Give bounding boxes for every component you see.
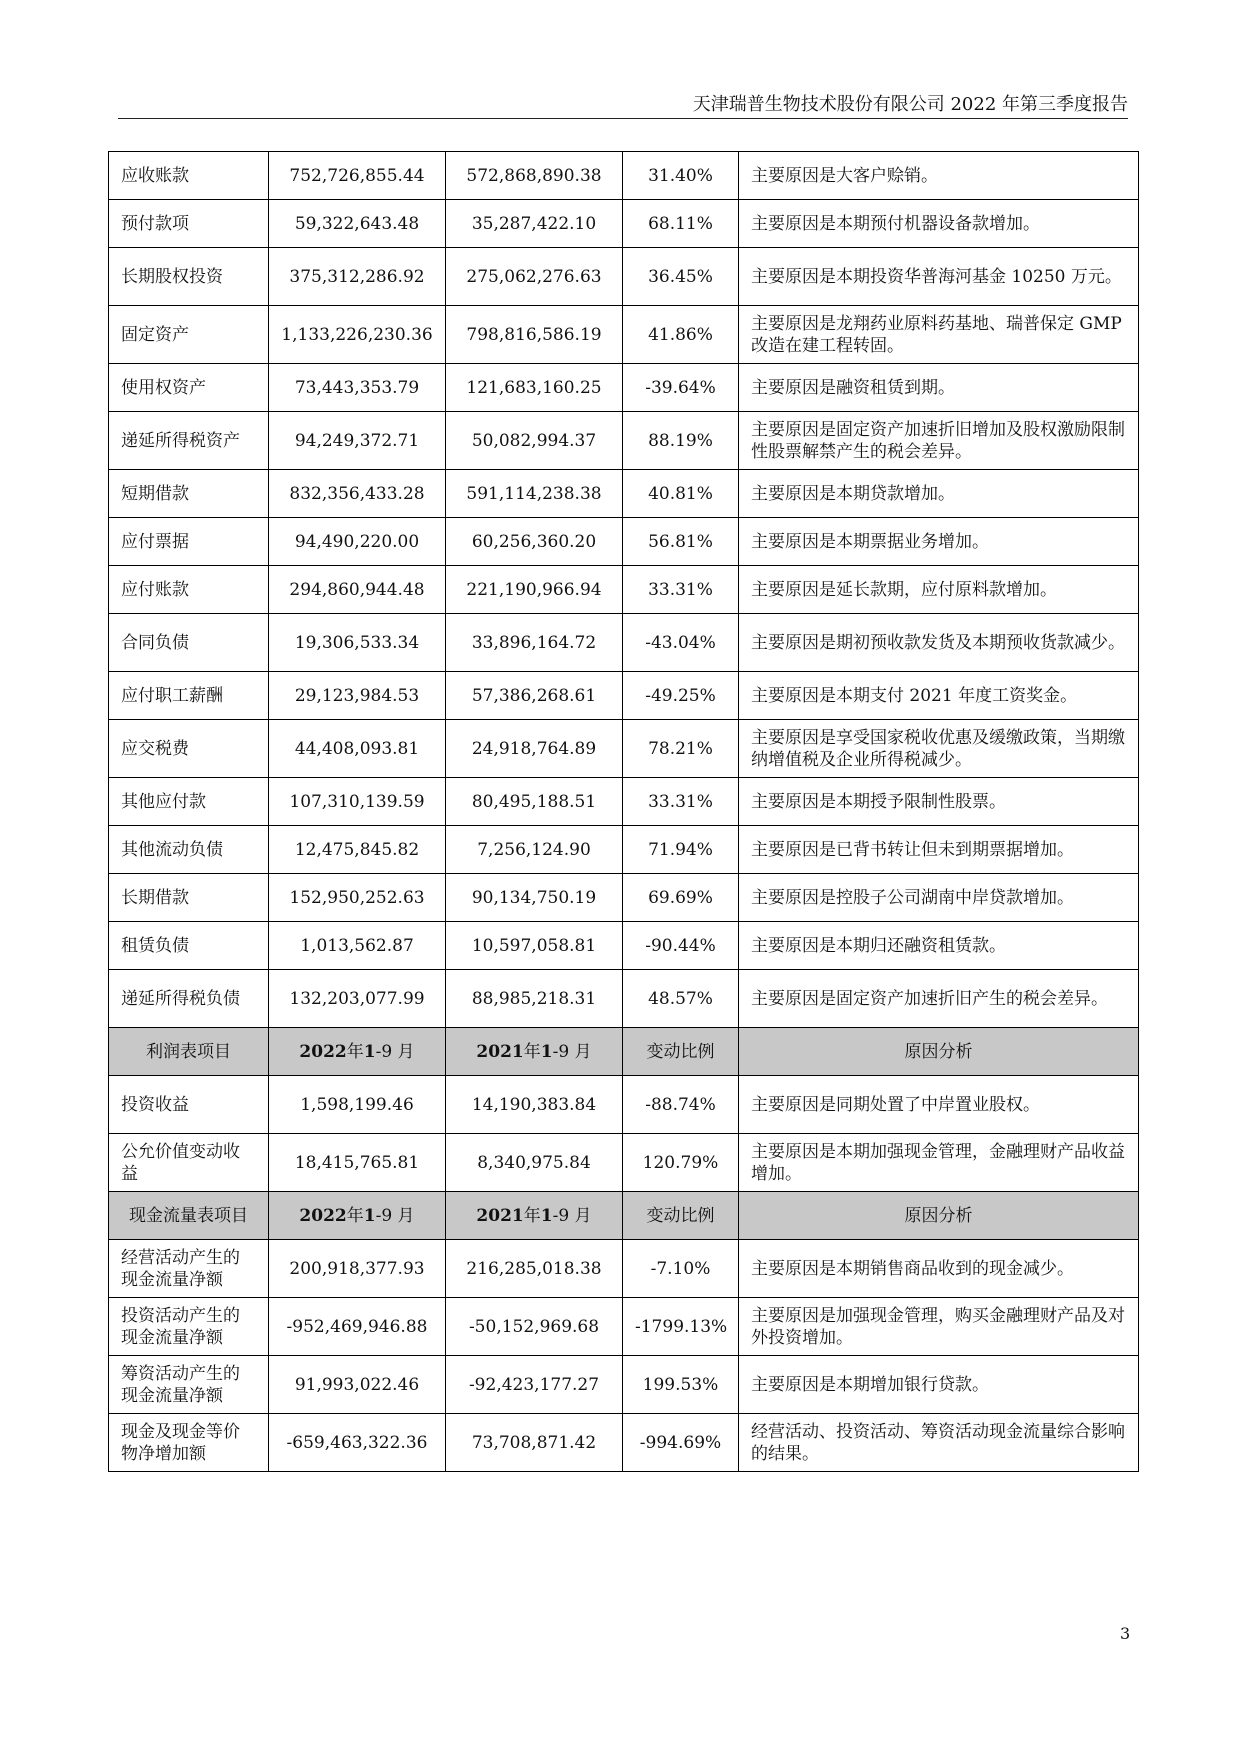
change-ratio: -994.69% — [623, 1414, 739, 1472]
reason-header: 原因分析 — [739, 1192, 1139, 1240]
prior-value: 7,256,124.90 — [446, 826, 623, 874]
current-value: 375,312,286.92 — [269, 248, 446, 306]
reason-note: 主要原因是本期预付机器设备款增加。 — [739, 200, 1139, 248]
reason-note: 主要原因是加强现金管理，购买金融理财产品及对外投资增加。 — [739, 1298, 1139, 1356]
prior-value: 80,495,188.51 — [446, 778, 623, 826]
reason-note: 主要原因是延长款期，应付原料款增加。 — [739, 566, 1139, 614]
table-row — [109, 922, 1139, 970]
prior-value: 33,896,164.72 — [446, 614, 623, 672]
prior-value: 57,386,268.61 — [446, 672, 623, 720]
table-row — [109, 518, 1139, 566]
prior-period-header-mid: 年 — [523, 1041, 541, 1062]
change-ratio: 68.11% — [623, 200, 739, 248]
item-name: 投资收益 — [109, 1076, 269, 1134]
section-header-row — [109, 1192, 1139, 1240]
prior-value: 50,082,994.37 — [446, 412, 623, 470]
table-row — [109, 874, 1139, 922]
change-ratio: 78.21% — [623, 720, 739, 778]
table-row — [109, 720, 1139, 778]
change-ratio: 120.79% — [623, 1134, 739, 1192]
table-row — [109, 306, 1139, 364]
item-name: 租赁负债 — [109, 922, 269, 970]
change-ratio: -1799.13% — [623, 1298, 739, 1356]
table-row — [109, 1414, 1139, 1472]
prior-period-header-month: 1 — [540, 1041, 553, 1062]
item-name: 现金及现金等价物净增加额 — [109, 1414, 269, 1472]
change-ratio: -7.10% — [623, 1240, 739, 1298]
current-value: 832,356,433.28 — [269, 470, 446, 518]
prior-value: 572,868,890.38 — [446, 152, 623, 200]
current-value: 18,415,765.81 — [269, 1134, 446, 1192]
change-header: 变动比例 — [623, 1192, 739, 1240]
table-row — [109, 672, 1139, 720]
table-row — [109, 970, 1139, 1028]
current-period-header-month: 1 — [363, 1041, 376, 1062]
current-value: 91,993,022.46 — [269, 1356, 446, 1414]
prior-value: 60,256,360.20 — [446, 518, 623, 566]
item-name: 其他应付款 — [109, 778, 269, 826]
reason-note: 主要原因是本期增加银行贷款。 — [739, 1356, 1139, 1414]
prior-value: 216,285,018.38 — [446, 1240, 623, 1298]
prior-value: 10,597,058.81 — [446, 922, 623, 970]
table-row — [109, 152, 1139, 200]
item-name: 公允价值变动收益 — [109, 1134, 269, 1192]
table-row — [109, 1134, 1139, 1192]
page-number: 3 — [1120, 1624, 1131, 1643]
item-name: 应交税费 — [109, 720, 269, 778]
change-ratio: 33.31% — [623, 778, 739, 826]
current-value: 94,249,372.71 — [269, 412, 446, 470]
table-row — [109, 778, 1139, 826]
reason-note: 主要原因是本期支付 2021 年度工资奖金。 — [739, 672, 1139, 720]
table-row — [109, 826, 1139, 874]
prior-period-header-tail: -9 月 — [552, 1205, 592, 1226]
reason-note: 主要原因是龙翔药业原料药基地、瑞普保定 GMP 改造在建工程转固。 — [739, 306, 1139, 364]
change-header: 变动比例 — [623, 1028, 739, 1076]
reason-note: 主要原因是本期票据业务增加。 — [739, 518, 1139, 566]
change-ratio: -49.25% — [623, 672, 739, 720]
change-ratio: -90.44% — [623, 922, 739, 970]
change-ratio: 36.45% — [623, 248, 739, 306]
balance-change-table — [108, 151, 1139, 1472]
current-value: 1,598,199.46 — [269, 1076, 446, 1134]
current-period-header-tail: -9 月 — [375, 1041, 415, 1062]
current-period-header-mid: 年 — [346, 1205, 364, 1226]
reason-note: 主要原因是固定资产加速折旧产生的税会差异。 — [739, 970, 1139, 1028]
item-name: 应付票据 — [109, 518, 269, 566]
prior-period-header-year: 2021 — [476, 1205, 524, 1226]
item-name: 应收账款 — [109, 152, 269, 200]
current-value: -952,469,946.88 — [269, 1298, 446, 1356]
current-value: 132,203,077.99 — [269, 970, 446, 1028]
reason-note: 经营活动、投资活动、筹资活动现金流量综合影响的结果。 — [739, 1414, 1139, 1472]
prior-value: 90,134,750.19 — [446, 874, 623, 922]
prior-period-header — [446, 1028, 623, 1076]
change-ratio: 31.40% — [623, 152, 739, 200]
table-row — [109, 1076, 1139, 1134]
reason-note: 主要原因是融资租赁到期。 — [739, 364, 1139, 412]
current-value: 44,408,093.81 — [269, 720, 446, 778]
prior-value: 121,683,160.25 — [446, 364, 623, 412]
current-period-header-tail: -9 月 — [375, 1205, 415, 1226]
prior-period-header-tail: -9 月 — [552, 1041, 592, 1062]
prior-value: 24,918,764.89 — [446, 720, 623, 778]
table-row — [109, 1356, 1139, 1414]
table-row — [109, 364, 1139, 412]
prior-value: 35,287,422.10 — [446, 200, 623, 248]
item-name: 使用权资产 — [109, 364, 269, 412]
table-row — [109, 566, 1139, 614]
current-value: 1,013,562.87 — [269, 922, 446, 970]
reason-note: 主要原因是本期投资华普海河基金 10250 万元。 — [739, 248, 1139, 306]
section-header-row — [109, 1028, 1139, 1076]
page-header — [118, 88, 1128, 119]
item-name: 递延所得税资产 — [109, 412, 269, 470]
reason-header: 原因分析 — [739, 1028, 1139, 1076]
prior-value: 73,708,871.42 — [446, 1414, 623, 1472]
prior-value: -50,152,969.68 — [446, 1298, 623, 1356]
current-value: 19,306,533.34 — [269, 614, 446, 672]
current-period-header-month: 1 — [363, 1205, 376, 1226]
change-ratio: 33.31% — [623, 566, 739, 614]
prior-value: 88,985,218.31 — [446, 970, 623, 1028]
item-name: 筹资活动产生的现金流量净额 — [109, 1356, 269, 1414]
table-row — [109, 470, 1139, 518]
prior-value: 275,062,276.63 — [446, 248, 623, 306]
reason-note: 主要原因是本期贷款增加。 — [739, 470, 1139, 518]
prior-value: 798,816,586.19 — [446, 306, 623, 364]
section-title: 利润表项目 — [109, 1028, 269, 1076]
reason-note: 主要原因是享受国家税收优惠及缓缴政策，当期缴纳增值税及企业所得税减少。 — [739, 720, 1139, 778]
change-ratio: 88.19% — [623, 412, 739, 470]
reason-note: 主要原因是大客户赊销。 — [739, 152, 1139, 200]
change-ratio: 40.81% — [623, 470, 739, 518]
change-ratio: -88.74% — [623, 1076, 739, 1134]
reason-note: 主要原因是期初预收款发货及本期预收货款减少。 — [739, 614, 1139, 672]
table-row — [109, 1240, 1139, 1298]
current-period-header-year: 2022 — [299, 1041, 347, 1062]
prior-value: 8,340,975.84 — [446, 1134, 623, 1192]
prior-value: 591,114,238.38 — [446, 470, 623, 518]
reason-note: 主要原因是控股子公司湖南中岸贷款增加。 — [739, 874, 1139, 922]
table-row — [109, 1298, 1139, 1356]
current-value: 107,310,139.59 — [269, 778, 446, 826]
table-row — [109, 614, 1139, 672]
prior-value: 14,190,383.84 — [446, 1076, 623, 1134]
item-name: 合同负债 — [109, 614, 269, 672]
item-name: 应付账款 — [109, 566, 269, 614]
reason-note: 主要原因是已背书转让但未到期票据增加。 — [739, 826, 1139, 874]
item-name: 其他流动负债 — [109, 826, 269, 874]
current-value: 29,123,984.53 — [269, 672, 446, 720]
reason-note: 主要原因是同期处置了中岸置业股权。 — [739, 1076, 1139, 1134]
item-name: 固定资产 — [109, 306, 269, 364]
item-name: 经营活动产生的现金流量净额 — [109, 1240, 269, 1298]
change-ratio: 71.94% — [623, 826, 739, 874]
change-ratio: -39.64% — [623, 364, 739, 412]
change-ratio: 48.57% — [623, 970, 739, 1028]
prior-value: 221,190,966.94 — [446, 566, 623, 614]
change-ratio: 69.69% — [623, 874, 739, 922]
current-value: 294,860,944.48 — [269, 566, 446, 614]
current-value: 752,726,855.44 — [269, 152, 446, 200]
item-name: 短期借款 — [109, 470, 269, 518]
item-name: 应付职工薪酬 — [109, 672, 269, 720]
change-ratio: 41.86% — [623, 306, 739, 364]
current-period-header — [269, 1028, 446, 1076]
reason-note: 主要原因是本期销售商品收到的现金减少。 — [739, 1240, 1139, 1298]
current-value: 12,475,845.82 — [269, 826, 446, 874]
change-ratio: 56.81% — [623, 518, 739, 566]
current-value: 1,133,226,230.36 — [269, 306, 446, 364]
prior-period-header-year: 2021 — [476, 1041, 524, 1062]
item-name: 递延所得税负债 — [109, 970, 269, 1028]
prior-period-header-month: 1 — [540, 1205, 553, 1226]
current-value: 94,490,220.00 — [269, 518, 446, 566]
document-title: 天津瑞普生物技术股份有限公司 2022 年第三季度报告 — [692, 94, 1128, 115]
table-row — [109, 412, 1139, 470]
item-name: 预付款项 — [109, 200, 269, 248]
section-title: 现金流量表项目 — [109, 1192, 269, 1240]
prior-period-header-mid: 年 — [523, 1205, 541, 1226]
current-value: 152,950,252.63 — [269, 874, 446, 922]
current-period-header-year: 2022 — [299, 1205, 347, 1226]
reason-note: 主要原因是本期归还融资租赁款。 — [739, 922, 1139, 970]
current-value: 200,918,377.93 — [269, 1240, 446, 1298]
current-period-header — [269, 1192, 446, 1240]
item-name: 长期借款 — [109, 874, 269, 922]
current-value: 59,322,643.48 — [269, 200, 446, 248]
table-row — [109, 200, 1139, 248]
current-period-header-mid: 年 — [346, 1041, 364, 1062]
reason-note: 主要原因是本期加强现金管理，金融理财产品收益增加。 — [739, 1134, 1139, 1192]
reason-note: 主要原因是本期授予限制性股票。 — [739, 778, 1139, 826]
change-ratio: 199.53% — [623, 1356, 739, 1414]
reason-note: 主要原因是固定资产加速折旧增加及股权激励限制性股票解禁产生的税会差异。 — [739, 412, 1139, 470]
table-row — [109, 248, 1139, 306]
item-name: 长期股权投资 — [109, 248, 269, 306]
change-ratio: -43.04% — [623, 614, 739, 672]
current-value: -659,463,322.36 — [269, 1414, 446, 1472]
prior-value: -92,423,177.27 — [446, 1356, 623, 1414]
prior-period-header — [446, 1192, 623, 1240]
current-value: 73,443,353.79 — [269, 364, 446, 412]
item-name: 投资活动产生的现金流量净额 — [109, 1298, 269, 1356]
